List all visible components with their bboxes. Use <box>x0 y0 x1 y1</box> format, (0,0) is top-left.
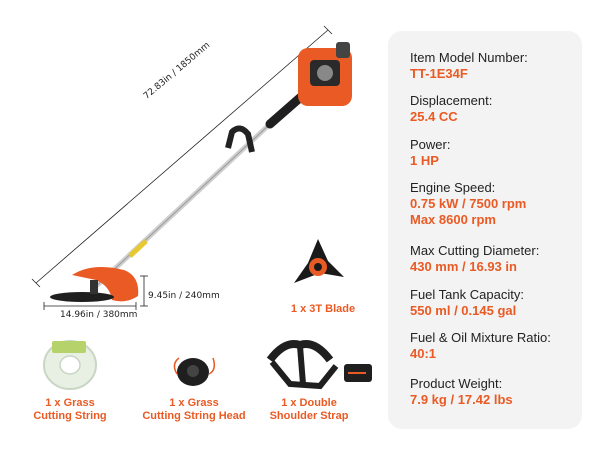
grass-string-spool <box>44 341 96 389</box>
head-width-label: 14.96in / 380mm <box>60 310 138 320</box>
accessory-blade-label: 1 x 3T Blade <box>290 303 356 315</box>
accessory-string-head-label: 1 x Grass Cutting String Head <box>142 397 246 422</box>
spec-value: 430 mm / 16.93 in <box>410 259 517 274</box>
rear-grip <box>270 96 302 124</box>
spec-fuel-tank <box>410 287 524 319</box>
loop-handle <box>228 128 252 152</box>
accessory-strap-label: 1 x Double Shoulder Strap <box>269 397 349 422</box>
spec-label: Engine Speed: <box>410 180 496 195</box>
spec-model <box>410 50 528 82</box>
spec-value: TT-1E34F <box>410 66 468 81</box>
spec-cutting-diameter <box>410 243 539 275</box>
spec-value: 550 ml / 0.145 gal <box>410 303 517 318</box>
engine-unit <box>298 42 352 106</box>
spec-value: 40:1 <box>410 346 437 361</box>
spec-label: Max Cutting Diameter: <box>410 243 540 258</box>
spec-label: Product Weight: <box>410 376 503 391</box>
spec-engine-speed <box>410 180 526 228</box>
cutting-string-head <box>174 358 214 386</box>
accessory-string-label: 1 x Grass Cutting String <box>33 397 107 422</box>
spec-label: Item Model Number: <box>410 50 528 65</box>
cutting-head <box>50 267 138 302</box>
total-length-label: 72.83in / 1850mm <box>142 40 213 102</box>
spec-panel <box>388 31 582 429</box>
spec-weight <box>410 376 513 408</box>
spec-displacement <box>410 93 492 125</box>
spec-value: 1 HP <box>410 153 439 168</box>
three-tooth-blade <box>294 239 344 283</box>
spec-value: 25.4 CC <box>410 109 458 124</box>
spec-label: Fuel Tank Capacity: <box>410 287 524 302</box>
spec-value: 7.9 kg / 17.42 lbs <box>410 392 513 407</box>
spec-label: Fuel & Oil Mixture Ratio: <box>410 330 551 345</box>
double-shoulder-strap <box>270 344 372 386</box>
spec-power <box>410 137 450 169</box>
spec-label: Power: <box>410 137 451 152</box>
spec-value: 0.75 kW / 7500 rpm Max 8600 rpm <box>410 196 527 227</box>
spec-label: Displacement: <box>410 93 493 108</box>
spec-mixture-ratio <box>410 330 551 362</box>
head-height-label: 9.45in / 240mm <box>148 291 220 301</box>
